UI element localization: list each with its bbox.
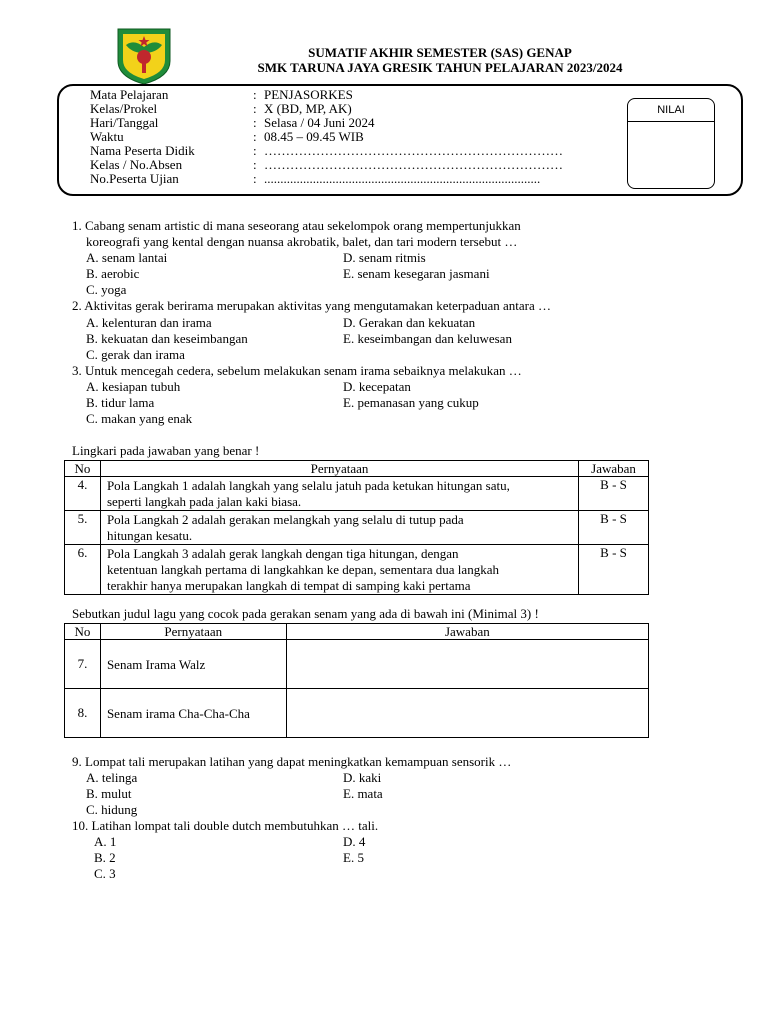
row-statement [100,477,578,511]
exam-title: SUMATIF AKHIR SEMESTER (SAS) GENAP [308,45,572,60]
option-2e[interactable]: E. keseimbangan dan keluwesan [343,331,512,346]
info-colon: : [253,129,257,144]
option-9d[interactable]: D. kaki [343,770,382,785]
songs-instruction: Sebutkan judul lagu yang cocok pada gerakan senam yang ada di bawah ini (Minimal 3) ! [72,606,539,621]
song-answer-table [64,623,649,738]
info-colon: : [253,115,257,130]
statement-line: terakhir hanya merupakan langkah di tempat di samping kaki pertama [106,578,471,593]
statement-line: Pola Langkah 1 adalah langkah yang selalu jatuh pada ketukan hitungan satu, [106,478,510,493]
header-statement: Pernyataan [100,461,578,477]
question-1-stem: 1. Cabang senam artistic di mana seseorang atau sekelompok orang mempertunjukkan [72,218,521,233]
option-9c[interactable]: C. hidung [86,802,138,817]
option-10e[interactable]: E. 5 [343,850,364,865]
table-row [65,511,649,545]
row-answer-choice[interactable]: B - S [579,511,649,545]
class-absen-field[interactable]: …………………………………………………………… [264,157,563,172]
question-9-stem: 9. Lompat tali merupakan latihan yang dapat meningkatkan kemampuan sensorik … [72,754,512,769]
row-statement: Senam Irama Walz [100,640,286,689]
question-2-stem: 2. Aktivitas gerak berirama merupakan aktivitas yang mengutamakan keterpaduan antara … [72,298,552,313]
student-name-field[interactable]: …………………………………………………………… [264,143,563,158]
logo-pillar [142,61,146,73]
row-number: 5. [65,511,101,545]
header-no: No [65,624,101,640]
row-answer-choice[interactable]: B - S [579,545,649,595]
info-colon: : [253,157,257,172]
table-row [65,545,649,595]
info-value: 08.45 – 09.45 WIB [264,129,364,144]
row-number: 6. [65,545,101,595]
exam-number-field[interactable]: ..................................................................................... [264,171,541,186]
true-false-table [64,460,649,595]
table-header-row [65,624,649,640]
option-1e[interactable]: E. senam kesegaran jasmani [343,266,490,281]
statement-line: hitungan kesatu. [106,528,193,543]
option-9e[interactable]: E. mata [343,786,383,801]
score-box [627,98,715,189]
row-number: 4. [65,477,101,511]
option-3c[interactable]: C. makan yang enak [86,411,193,426]
option-1b[interactable]: B. aerobic [86,266,140,281]
table-header-row [65,461,649,477]
question-1-stem-cont: koreografi yang kental dengan nuansa akrobatik, balet, dan tari modern tersebut … [86,234,518,249]
option-2c[interactable]: C. gerak dan irama [86,347,185,362]
option-10b[interactable]: B. 2 [94,850,116,865]
question-10-stem: 10. Latihan lompat tali double dutch membutuhkan … tali. [72,818,379,833]
option-9b[interactable]: B. mulut [86,786,132,801]
header-no: No [65,461,101,477]
school-emblem-logo [114,27,174,85]
answer-cell[interactable] [286,689,648,738]
info-label: Nama Peserta Didik [90,143,195,158]
option-1d[interactable]: D. senam ritmis [343,250,426,265]
row-statement [100,511,578,545]
option-3b[interactable]: B. tidur lama [86,395,155,410]
info-value: PENJASORKES [264,87,353,102]
option-2a[interactable]: A. kelenturan dan irama [86,315,212,330]
table-row [65,640,649,689]
question-3-stem: 3. Untuk mencegah cedera, sebelum melakukan senam irama sebaiknya melakukan … [72,363,522,378]
row-statement [100,545,578,595]
info-colon: : [253,143,257,158]
row-answer-choice[interactable]: B - S [579,477,649,511]
info-label: Waktu [90,129,124,144]
option-9a[interactable]: A. telinga [86,770,138,785]
info-label: Kelas/Prokel [90,101,158,116]
option-3d[interactable]: D. kecepatan [343,379,411,394]
info-label: Kelas / No.Absen [90,157,183,172]
header-answer: Jawaban [579,461,649,477]
option-1c[interactable]: C. yoga [86,282,127,297]
table-row [65,477,649,511]
answer-cell[interactable] [286,640,648,689]
info-colon: : [253,87,257,102]
score-label: NILAI [628,99,714,122]
info-value: Selasa / 04 Juni 2024 [264,115,375,130]
table-row [65,689,649,738]
info-label: Hari/Tanggal [90,115,159,130]
statement-line: seperti langkah pada jalan kaki biasa. [106,494,302,509]
statement-line: ketentuan langkah pertama di langkahkan ke depan, sementara dua langkah [106,562,499,577]
option-1a[interactable]: A. senam lantai [86,250,168,265]
tf-instruction: Lingkari pada jawaban yang benar ! [72,443,260,458]
row-statement: Senam irama Cha-Cha-Cha [100,689,286,738]
header-statement: Pernyataan [100,624,286,640]
info-label: Mata Pelajaran [90,87,169,102]
option-10d[interactable]: D. 4 [343,834,366,849]
info-label: No.Peserta Ujian [90,171,179,186]
info-colon: : [253,171,257,186]
option-3a[interactable]: A. kesiapan tubuh [86,379,181,394]
statement-line: Pola Langkah 2 adalah gerakan melangkah yang selalu di tutup pada [106,512,464,527]
info-value: X (BD, MP, AK) [264,101,352,116]
header-answer: Jawaban [286,624,648,640]
option-2b[interactable]: B. kekuatan dan keseimbangan [86,331,248,346]
statement-line: Pola Langkah 3 adalah gerak langkah dengan tiga hitungan, dengan [106,546,459,561]
row-number: 8. [65,689,101,738]
school-title: SMK TARUNA JAYA GRESIK TAHUN PELAJARAN 2023/2024 [257,60,623,75]
option-2d[interactable]: D. Gerakan dan kekuatan [343,315,476,330]
option-10a[interactable]: A. 1 [94,834,117,849]
option-3e[interactable]: E. pemanasan yang cukup [343,395,479,410]
row-number: 7. [65,640,101,689]
option-10c[interactable]: C. 3 [94,866,116,881]
info-colon: : [253,101,257,116]
